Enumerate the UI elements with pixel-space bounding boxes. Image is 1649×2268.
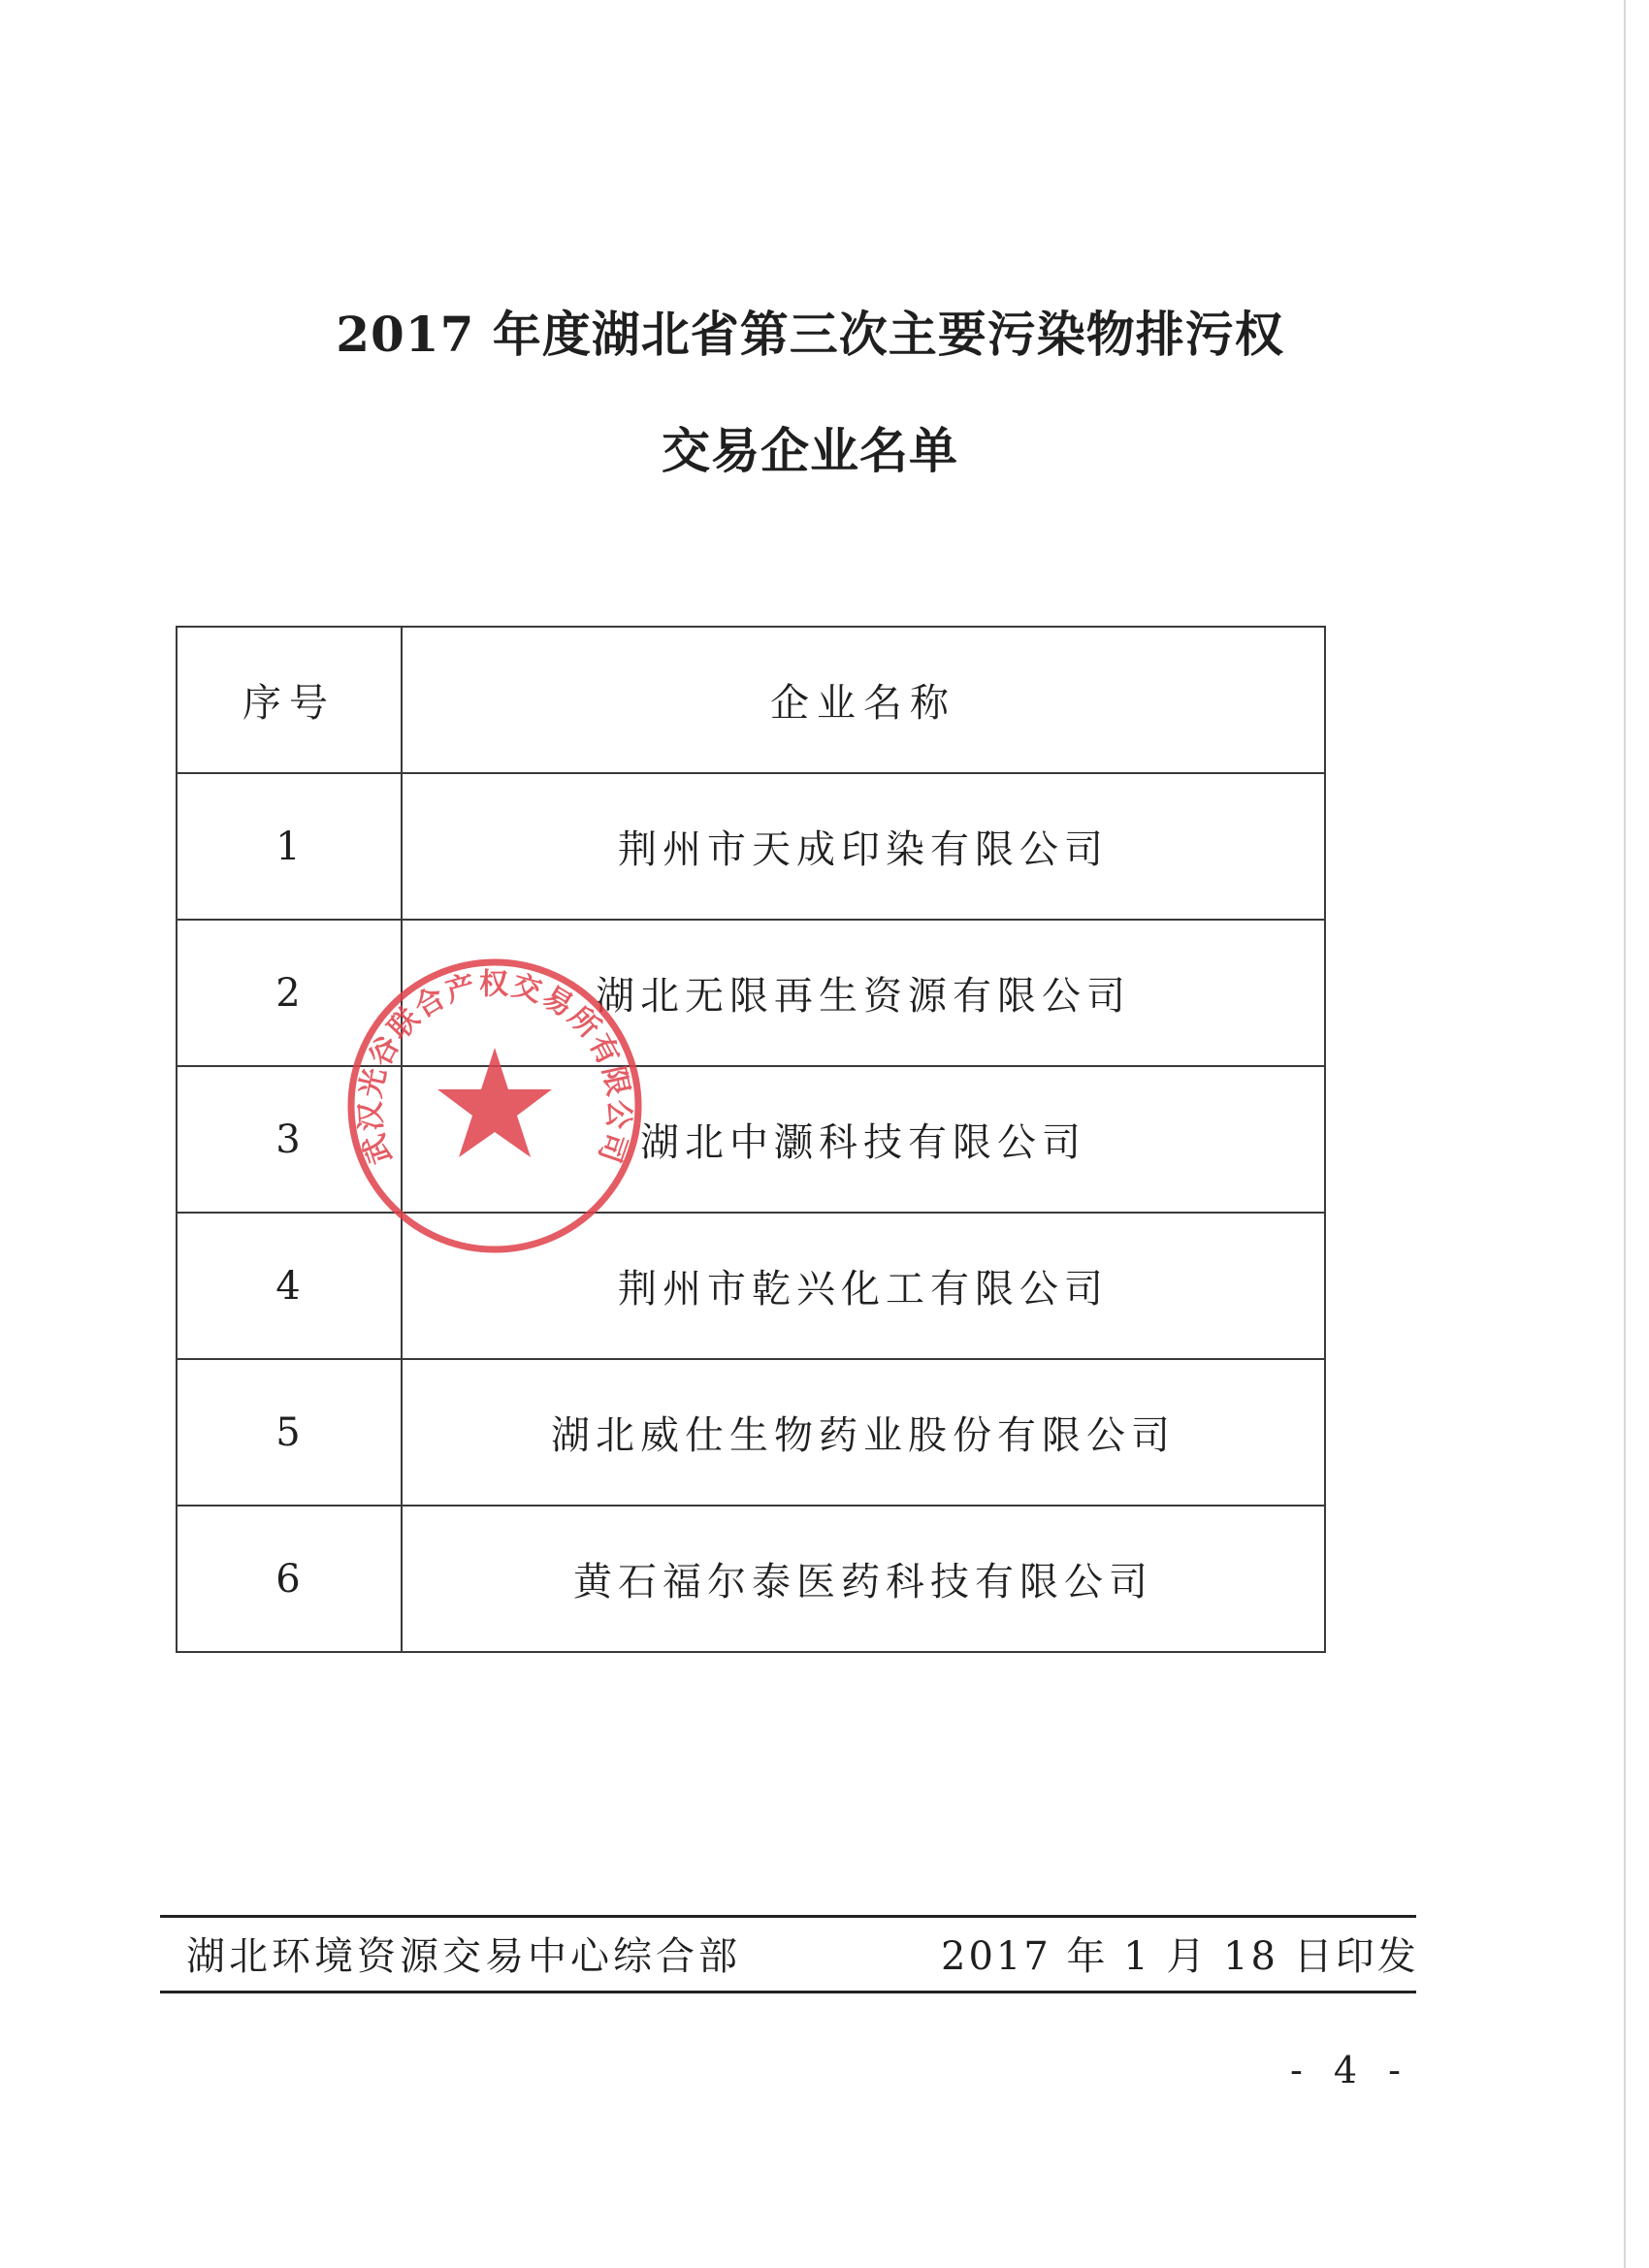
row-number: 2	[177, 920, 402, 1066]
row-company-name: 湖北威仕生物药业股份有限公司	[402, 1359, 1325, 1506]
document-title-line-1: 2017 年度湖北省第三次主要污染物排污权	[336, 306, 1284, 363]
seal-text: 武汉光谷联合产权交易所有限公司	[353, 967, 636, 1169]
row-company-name: 荆州市天成印染有限公司	[402, 773, 1325, 920]
table-row	[177, 1506, 1325, 1652]
row-number: 4	[177, 1213, 402, 1359]
header-company-name: 企业名称	[402, 627, 1325, 773]
row-company-name: 黄石福尔泰医药科技有限公司	[402, 1506, 1325, 1652]
row-number: 6	[177, 1506, 402, 1652]
table-row	[177, 773, 1325, 920]
row-number: 5	[177, 1359, 402, 1506]
footer-rule-bottom	[160, 1991, 1416, 1993]
footer-organization: 湖北环境资源交易中心综合部	[186, 1934, 741, 1979]
official-seal-icon	[344, 956, 645, 1256]
table-header-row	[177, 627, 1325, 773]
row-company-name: 湖北中灏科技有限公司	[402, 1066, 1325, 1213]
page-number: - 4 -	[1290, 2049, 1411, 2091]
header-number: 序号	[177, 627, 402, 773]
row-number: 3	[177, 1066, 402, 1213]
table-row	[177, 1359, 1325, 1506]
document-title-line-2: 交易企业名单	[662, 422, 958, 479]
row-company-name: 湖北无限再生资源有限公司	[402, 920, 1325, 1066]
footer-rule-top	[160, 1915, 1416, 1918]
footer-issue-date: 2017 年 1 月 18 日印发	[941, 1934, 1419, 1979]
row-number: 1	[177, 773, 402, 920]
row-company-name: 荆州市乾兴化工有限公司	[402, 1213, 1325, 1359]
